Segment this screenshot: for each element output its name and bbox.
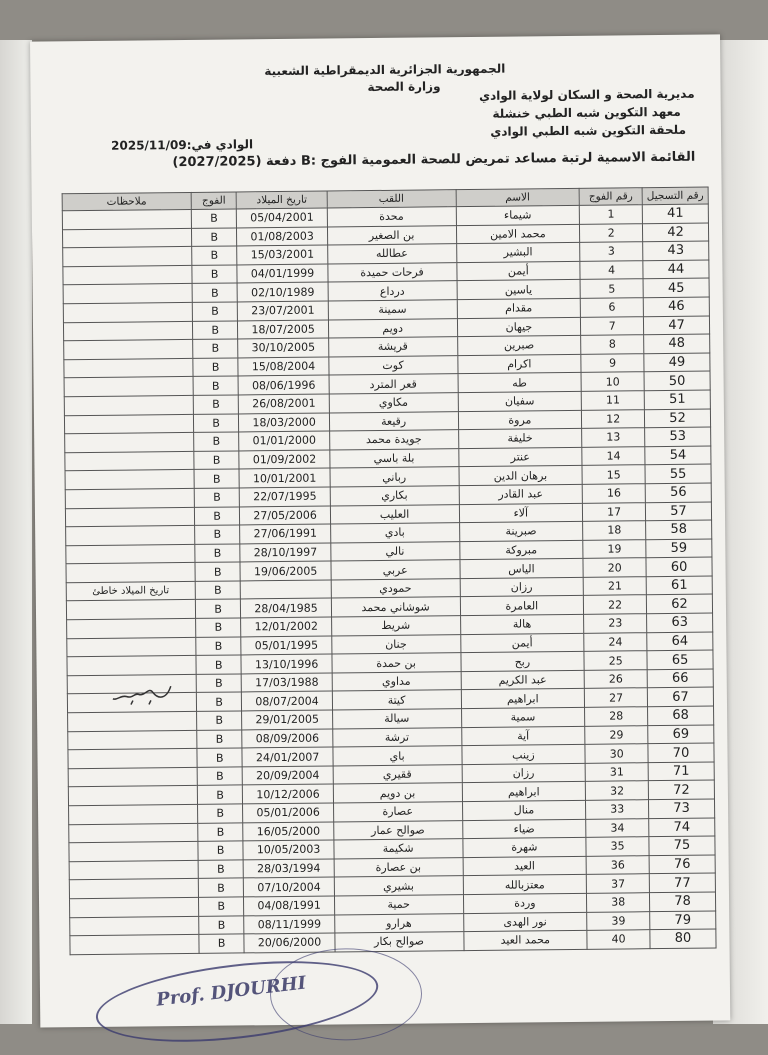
cell-first: أيمن xyxy=(456,261,580,281)
cell-num: 62 xyxy=(646,594,712,613)
cell-last: كوت xyxy=(329,355,458,375)
cell-first: عبد القادر xyxy=(459,484,583,504)
cell-rank: 26 xyxy=(584,670,647,689)
cell-num: 63 xyxy=(647,613,713,632)
cell-rank: 34 xyxy=(586,818,649,837)
cell-last: بن حمدة xyxy=(332,653,461,673)
cell-group: B xyxy=(198,823,244,842)
cell-notes xyxy=(63,302,192,322)
stamp-text: Prof. DJOURHI xyxy=(155,972,308,1011)
cell-num: 71 xyxy=(648,762,714,781)
header-last-name: اللقب xyxy=(327,190,456,208)
cell-num: 52 xyxy=(644,409,710,428)
cell-first: سفيان xyxy=(458,391,582,411)
cell-num: 46 xyxy=(643,297,709,316)
header-notes: ملاحظات xyxy=(62,192,191,210)
cell-num: 77 xyxy=(649,873,715,892)
cell-notes xyxy=(70,935,199,955)
cell-rank: 32 xyxy=(586,781,649,800)
cell-rank: 7 xyxy=(581,316,644,335)
cell-num: 58 xyxy=(646,520,712,539)
cell-group: B xyxy=(192,246,238,265)
cell-last: نالي xyxy=(331,541,460,561)
cell-last: مكاوي xyxy=(329,393,458,413)
cell-dob: 07/10/2004 xyxy=(244,877,334,897)
cell-last: بشيري xyxy=(334,876,463,896)
cell-rank: 25 xyxy=(584,651,647,670)
cell-group: B xyxy=(197,730,243,749)
cell-first: جيهان xyxy=(457,317,581,337)
cell-rank: 33 xyxy=(586,800,649,819)
cell-first: سمية xyxy=(461,707,585,727)
cell-num: 68 xyxy=(648,706,714,725)
cell-group: B xyxy=(194,506,240,525)
cell-rank: 11 xyxy=(581,391,644,410)
cell-last: بن عصارة xyxy=(334,857,463,877)
cell-notes xyxy=(68,786,197,806)
cell-first: زينب xyxy=(461,745,585,765)
cell-dob: 24/01/2007 xyxy=(242,747,332,767)
cell-notes xyxy=(64,340,193,360)
cell-num: 79 xyxy=(650,911,716,930)
cell-dob: 01/08/2003 xyxy=(237,227,327,247)
cell-num: 78 xyxy=(650,892,716,911)
cell-num: 70 xyxy=(648,743,714,762)
cell-first: ياسين xyxy=(457,280,581,300)
cell-notes xyxy=(67,656,196,676)
cell-dob: 12/01/2002 xyxy=(241,617,331,637)
republic-heading: الجمهورية الجزائرية الديمقراطية الشعبية xyxy=(264,61,506,79)
cell-first: آلاء xyxy=(459,503,583,523)
cell-first: عنتر xyxy=(458,447,582,467)
cell-dob: 05/01/2006 xyxy=(243,803,333,823)
cell-first: معتزبالله xyxy=(463,875,587,895)
cell-group: B xyxy=(194,469,240,488)
cell-group: B xyxy=(199,915,245,934)
cell-notes xyxy=(69,879,198,899)
cell-notes xyxy=(68,767,197,787)
cell-notes xyxy=(67,618,196,638)
cell-group: B xyxy=(198,878,244,897)
header-birth-date: تاريخ الميلاد xyxy=(237,191,327,209)
cell-num: 75 xyxy=(649,836,715,855)
cell-last: قعر المترد xyxy=(329,374,458,394)
cell-last: عربي xyxy=(331,560,460,580)
cell-first: خليفة xyxy=(458,428,582,448)
cell-rank: 3 xyxy=(580,242,643,261)
cell-rank: 17 xyxy=(583,502,646,521)
cell-group: B xyxy=(196,674,242,693)
cell-dob: 05/01/1995 xyxy=(241,636,331,656)
cell-group: B xyxy=(193,432,239,451)
annex-heading: ملحقة التكوين شبه الطبي الوادي xyxy=(490,122,687,139)
cell-first: العيد xyxy=(463,856,587,876)
cell-group: B xyxy=(191,228,237,247)
cell-rank: 28 xyxy=(585,707,648,726)
cell-first: الياس xyxy=(459,559,583,579)
cell-notes xyxy=(63,321,192,341)
cell-last: مداوي xyxy=(332,671,461,691)
cell-dob: 28/04/1985 xyxy=(241,598,331,618)
cell-rank: 8 xyxy=(581,335,644,354)
cell-num: 67 xyxy=(647,687,713,706)
cell-first: نور الهدى xyxy=(463,912,587,932)
cell-first: العامرة xyxy=(460,596,584,616)
cell-rank: 14 xyxy=(582,446,645,465)
cell-dob: 08/07/2004 xyxy=(242,691,332,711)
cell-rank: 2 xyxy=(580,223,643,242)
cell-last: بن دويم xyxy=(333,783,462,803)
cell-notes: تاريخ الميلاد خاطئ xyxy=(66,581,195,601)
cell-group: B xyxy=(194,451,240,470)
institute-heading: معهد التكوين شبه الطبي خنشلة xyxy=(492,104,681,121)
cell-last: شكيمة xyxy=(334,839,463,859)
directorate-heading: مديرية الصحة و السكان لولاية الوادي xyxy=(478,86,695,103)
cell-last: سيالة xyxy=(332,709,461,729)
cell-last: صوالح عمار xyxy=(333,820,462,840)
cell-first: محمد الامين xyxy=(456,224,580,244)
cell-dob: 16/05/2000 xyxy=(243,822,333,842)
cell-group: B xyxy=(192,321,238,340)
cell-group: B xyxy=(194,525,240,544)
cell-last: رباني xyxy=(330,467,459,487)
cell-last: عطالله xyxy=(327,244,456,264)
cell-first: آية xyxy=(461,726,585,746)
cell-first: ابراهيم xyxy=(462,782,586,802)
cell-dob: 10/01/2001 xyxy=(239,468,329,488)
cell-num: 50 xyxy=(644,371,710,390)
cell-rank: 38 xyxy=(587,893,650,912)
cell-notes xyxy=(63,284,192,304)
cell-last: بلة باسي xyxy=(330,448,459,468)
cell-num: 48 xyxy=(644,334,710,353)
cell-notes xyxy=(64,414,193,434)
roster-body xyxy=(62,204,716,954)
cell-notes xyxy=(68,749,197,769)
cell-group: B xyxy=(195,581,241,600)
cell-rank: 5 xyxy=(580,279,643,298)
cell-last: بادي xyxy=(330,523,459,543)
cell-rank: 23 xyxy=(584,614,647,633)
cell-last: درداع xyxy=(328,281,457,301)
cell-dob: 15/03/2001 xyxy=(237,245,327,265)
cell-rank: 16 xyxy=(582,484,645,503)
cell-last: حمودي xyxy=(331,579,460,599)
cell-rank: 27 xyxy=(585,688,648,707)
cell-dob: 08/06/1996 xyxy=(239,375,329,395)
document-header xyxy=(30,34,722,191)
cell-rank: 36 xyxy=(586,855,649,874)
cell-notes xyxy=(63,265,192,285)
cell-rank: 9 xyxy=(581,353,644,372)
cell-num: 54 xyxy=(645,446,711,465)
cell-num: 45 xyxy=(643,278,709,297)
cell-first: محمد العيد xyxy=(463,930,587,950)
cell-first: اكرام xyxy=(457,354,581,374)
cell-first: طه xyxy=(458,373,582,393)
cell-num: 76 xyxy=(649,855,715,874)
cell-group: B xyxy=(192,339,238,358)
cell-dob: 29/01/2005 xyxy=(242,710,332,730)
cell-group: B xyxy=(195,562,241,581)
cell-last: محدة xyxy=(327,207,456,227)
cell-group: B xyxy=(196,692,242,711)
cell-notes xyxy=(66,563,195,583)
cell-group: B xyxy=(197,748,243,767)
cell-notes xyxy=(64,377,193,397)
cell-rank: 40 xyxy=(587,930,650,949)
cell-notes xyxy=(65,470,194,490)
cell-first: ابراهيم xyxy=(461,689,585,709)
cell-dob: 04/08/1991 xyxy=(244,896,334,916)
cell-first: البشير xyxy=(456,243,580,263)
cell-dob: 20/09/2004 xyxy=(243,766,333,786)
cell-dob: 20/06/2000 xyxy=(244,933,334,953)
header-group-rank: رقم الفوج xyxy=(579,188,642,206)
cell-rank: 20 xyxy=(583,558,646,577)
cell-notes xyxy=(69,860,198,880)
cell-group: B xyxy=(193,413,239,432)
cell-first: برهان الدين xyxy=(458,466,582,486)
cell-last: رقيعة xyxy=(329,411,458,431)
cell-rank: 30 xyxy=(585,744,648,763)
cell-notes xyxy=(68,711,197,731)
cell-group: B xyxy=(198,860,244,879)
cell-notes xyxy=(70,916,199,936)
cell-num: 56 xyxy=(645,483,711,502)
cell-first: أيمن xyxy=(460,633,584,653)
cell-num: 47 xyxy=(644,316,710,335)
cell-group: B xyxy=(193,395,239,414)
cell-dob: 22/07/1995 xyxy=(240,487,330,507)
cell-last: هرارو xyxy=(334,913,463,933)
cell-dob xyxy=(241,580,331,600)
cell-group: B xyxy=(195,599,241,618)
cell-notes xyxy=(69,842,198,862)
cell-first: صبرينة xyxy=(459,521,583,541)
cell-rank: 31 xyxy=(585,762,648,781)
cell-first: صبرين xyxy=(457,336,581,356)
cell-num: 42 xyxy=(643,223,709,242)
cell-last: حمية xyxy=(334,895,463,915)
handwritten-signature xyxy=(109,678,179,709)
cell-first: رزان xyxy=(462,763,586,783)
list-title: القائمة الاسمية لرتبة مساعد تمريض للصحة العمومية الفوج :B دفعة (2027/2025) xyxy=(172,149,696,171)
cell-first: ربح xyxy=(460,652,584,672)
cell-last: العليب xyxy=(330,504,459,524)
cell-last: شوشاني محمد xyxy=(331,597,460,617)
cell-last: باي xyxy=(333,746,462,766)
cell-num: 44 xyxy=(643,260,709,279)
cell-dob: 23/07/2001 xyxy=(238,301,328,321)
cell-group: B xyxy=(198,897,244,916)
cell-rank: 24 xyxy=(584,632,647,651)
cell-notes xyxy=(67,637,196,657)
cell-rank: 19 xyxy=(583,539,646,558)
cell-notes xyxy=(69,823,198,843)
cell-last: بكاري xyxy=(330,486,459,506)
cell-dob: 08/09/2006 xyxy=(242,729,332,749)
cell-notes xyxy=(64,395,193,415)
cell-group: B xyxy=(194,488,240,507)
cell-last: كيتة xyxy=(332,690,461,710)
cell-notes xyxy=(65,488,194,508)
cell-dob: 18/03/2000 xyxy=(239,413,329,433)
cell-rank: 12 xyxy=(582,409,645,428)
cell-rank: 6 xyxy=(580,298,643,317)
cell-last: ترشة xyxy=(332,727,461,747)
cell-last: دويم xyxy=(328,318,457,338)
cell-rank: 18 xyxy=(583,521,646,540)
cell-first: مروة xyxy=(458,410,582,430)
cell-first: منال xyxy=(462,800,586,820)
cell-dob: 19/06/2005 xyxy=(240,561,330,581)
cell-rank: 35 xyxy=(586,837,649,856)
cell-notes xyxy=(68,730,197,750)
cell-notes xyxy=(69,897,198,917)
cell-dob: 08/11/1999 xyxy=(244,915,334,935)
cell-num: 57 xyxy=(645,502,711,521)
cell-first: عبد الكريم xyxy=(461,670,585,690)
cell-dob: 17/03/1988 xyxy=(242,673,332,693)
cell-group: B xyxy=(197,767,243,786)
cell-rank: 15 xyxy=(582,465,645,484)
cell-notes xyxy=(65,451,194,471)
cell-rank: 29 xyxy=(585,725,648,744)
cell-num: 73 xyxy=(649,799,715,818)
cell-num: 41 xyxy=(642,204,708,223)
cell-first: رزان xyxy=(460,577,584,597)
cell-num: 74 xyxy=(649,818,715,837)
cell-dob: 26/08/2001 xyxy=(239,394,329,414)
cell-group: B xyxy=(199,934,245,953)
cell-last: قريشة xyxy=(328,337,457,357)
document-sheet xyxy=(30,34,730,1027)
cell-dob: 02/10/1989 xyxy=(238,282,328,302)
cell-notes xyxy=(63,247,192,267)
cell-group: B xyxy=(192,265,238,284)
cell-rank: 4 xyxy=(580,260,643,279)
cell-last: فرحات حميدة xyxy=(328,262,457,282)
cell-group: B xyxy=(197,804,243,823)
cell-dob: 28/03/1994 xyxy=(244,859,334,879)
cell-num: 72 xyxy=(648,780,714,799)
cell-notes xyxy=(66,526,195,546)
cell-dob: 10/12/2006 xyxy=(243,784,333,804)
cell-num: 69 xyxy=(648,725,714,744)
cell-rank: 22 xyxy=(584,595,647,614)
cell-dob: 27/06/1991 xyxy=(240,524,330,544)
cell-notes xyxy=(66,544,195,564)
cell-notes xyxy=(65,507,194,527)
cell-notes xyxy=(69,804,198,824)
cell-rank: 1 xyxy=(579,205,642,224)
cell-first: مقدام xyxy=(457,298,581,318)
cell-group: B xyxy=(196,711,242,730)
cell-notes xyxy=(62,209,191,229)
student-roster-table xyxy=(62,187,717,955)
cell-rank: 13 xyxy=(582,428,645,447)
cell-dob: 30/10/2005 xyxy=(238,338,328,358)
cell-dob: 05/04/2001 xyxy=(237,208,327,228)
cell-first: شيماء xyxy=(456,205,580,225)
cell-dob: 01/01/2000 xyxy=(239,431,329,451)
cell-num: 55 xyxy=(645,464,711,483)
cell-group: B xyxy=(198,841,244,860)
header-first-name: الاسم xyxy=(456,188,580,206)
cell-rank: 39 xyxy=(587,911,650,930)
cell-group: B xyxy=(195,618,241,637)
cell-notes xyxy=(62,228,191,248)
cell-rank: 37 xyxy=(586,874,649,893)
cell-group: B xyxy=(191,209,237,228)
cell-num: 53 xyxy=(645,427,711,446)
cell-num: 49 xyxy=(644,353,710,372)
adjacent-page-left xyxy=(0,40,32,1024)
cell-dob: 28/10/1997 xyxy=(240,543,330,563)
cell-num: 64 xyxy=(647,632,713,651)
cell-last: عصارة xyxy=(333,802,462,822)
cell-num: 66 xyxy=(647,669,713,688)
cell-num: 59 xyxy=(646,539,712,558)
cell-dob: 01/09/2002 xyxy=(239,450,329,470)
cell-first: ضياء xyxy=(462,819,586,839)
cell-num: 60 xyxy=(646,557,712,576)
cell-group: B xyxy=(193,358,239,377)
ministry-heading: وزارة الصحة xyxy=(367,79,441,95)
cell-rank: 21 xyxy=(583,577,646,596)
cell-first: مبروكة xyxy=(459,540,583,560)
cell-first: هالة xyxy=(460,614,584,634)
cell-num: 61 xyxy=(646,576,712,595)
cell-group: B xyxy=(192,283,238,302)
cell-dob: 27/05/2006 xyxy=(240,505,330,525)
cell-dob: 18/07/2005 xyxy=(238,320,328,340)
cell-dob: 13/10/1996 xyxy=(241,654,331,674)
cell-group: B xyxy=(196,637,242,656)
cell-group: B xyxy=(196,655,242,674)
header-group: الفوج xyxy=(191,192,237,209)
cell-last: جويدة محمد xyxy=(329,430,458,450)
cell-rank: 10 xyxy=(581,372,644,391)
cell-group: B xyxy=(195,544,241,563)
cell-num: 51 xyxy=(644,390,710,409)
cell-group: B xyxy=(193,376,239,395)
cell-last: صوالح بكار xyxy=(335,932,464,952)
cell-last: جنان xyxy=(331,634,460,654)
cell-first: وردة xyxy=(463,893,587,913)
cell-last: سمينة xyxy=(328,300,457,320)
cell-group: B xyxy=(192,302,238,321)
cell-notes xyxy=(65,433,194,453)
cell-num: 65 xyxy=(647,650,713,669)
cell-dob: 15/08/2004 xyxy=(238,357,328,377)
cell-num: 80 xyxy=(650,929,716,948)
cell-last: بن الصغير xyxy=(327,225,456,245)
cell-notes xyxy=(66,600,195,620)
cell-num: 43 xyxy=(643,241,709,260)
cell-last: شريط xyxy=(331,616,460,636)
cell-notes xyxy=(64,358,193,378)
cell-last: ققيري xyxy=(333,764,462,784)
cell-group: B xyxy=(197,785,243,804)
document-date: الوادي في:2025/11/09 xyxy=(111,137,254,153)
cell-first: شهرة xyxy=(462,838,586,858)
cell-dob: 10/05/2003 xyxy=(243,840,333,860)
header-registration-number: رقم التسجيل xyxy=(642,187,708,205)
cell-dob: 04/01/1999 xyxy=(237,264,327,284)
